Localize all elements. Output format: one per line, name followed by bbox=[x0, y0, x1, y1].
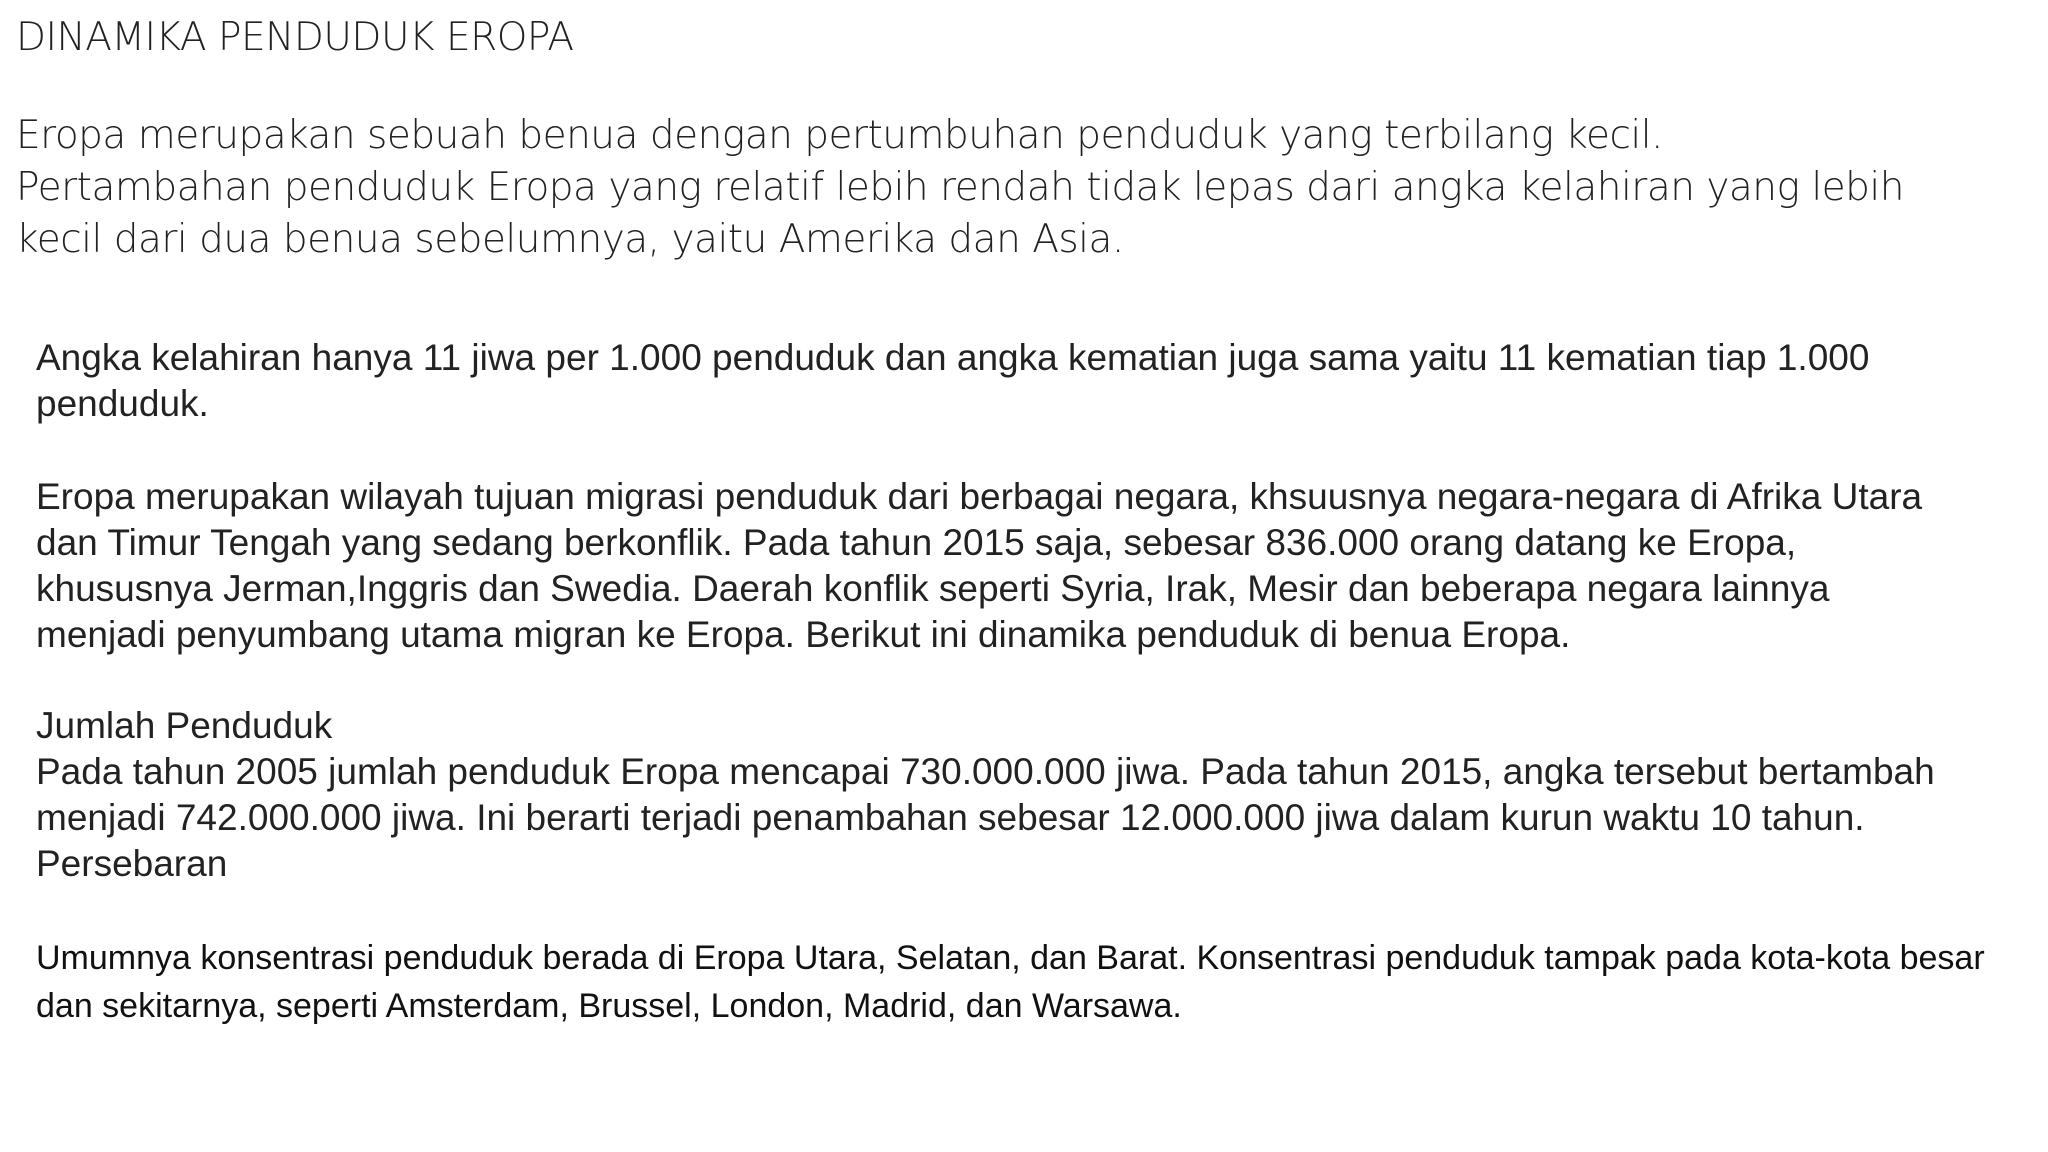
distribution-heading: Persebaran bbox=[36, 843, 228, 884]
intro-line: kecil dari dua benua sebelumnya, yaitu Amerika dan Asia. bbox=[16, 217, 1124, 262]
distribution-paragraph bbox=[36, 934, 2036, 1030]
intro-line: Eropa merupakan sebuah benua dengan pertumbuhan penduduk yang terbilang kecil. bbox=[16, 113, 1663, 158]
paragraph-line: Umumnya konsentrasi penduduk berada di Eropa Utara, Selatan, dan Barat. Konsentrasi penduduk tampak pada kota-kota besar bbox=[36, 939, 1985, 977]
birth-death-rate-paragraph bbox=[36, 335, 2026, 427]
paragraph-line: Eropa merupakan wilayah tujuan migrasi penduduk dari berbagai negara, khsuusnya negara-negara di Afrika Utara bbox=[36, 476, 1923, 517]
population-heading: Jumlah Penduduk bbox=[36, 705, 333, 746]
paragraph-line: menjadi 742.000.000 jiwa. Ini berarti terjadi penambahan sebesar 12.000.000 jiwa dalam kurun waktu 10 tahun. bbox=[36, 797, 1865, 838]
intro-line: Pertambahan penduduk Eropa yang relatif lebih rendah tidak lepas dari angka kelahiran yang lebih bbox=[16, 165, 1904, 210]
migration-paragraph bbox=[36, 474, 2026, 658]
paragraph-line: Pada tahun 2005 jumlah penduduk Eropa mencapai 730.000.000 jiwa. Pada tahun 2015, angka tersebut bertambah bbox=[36, 751, 1935, 792]
paragraph-line: dan sekitarnya, seperti Amsterdam, Brussel, London, Madrid, dan Warsawa. bbox=[36, 987, 1182, 1025]
paragraph-line: dan Timur Tengah yang sedang berkonflik. Pada tahun 2015 saja, sebesar 836.000 orang datang ke Eropa, bbox=[36, 522, 1797, 563]
paragraph-line: penduduk. bbox=[36, 383, 209, 424]
slide-title: DINAMIKA PENDUDUK EROPA bbox=[16, 15, 574, 60]
paragraph-line: khususnya Jerman,Inggris dan Swedia. Daerah konflik seperti Syria, Irak, Mesir dan beberapa negara lainnya bbox=[36, 568, 1830, 609]
population-section bbox=[36, 703, 2026, 887]
paragraph-line: Angka kelahiran hanya 11 jiwa per 1.000 penduduk dan angka kematian juga sama yaitu 11 kematian tiap 1.000 bbox=[36, 337, 1870, 378]
intro-paragraph bbox=[16, 110, 1916, 266]
paragraph-line: menjadi penyumbang utama migran ke Eropa. Berikut ini dinamika penduduk di benua Eropa. bbox=[36, 614, 1571, 655]
